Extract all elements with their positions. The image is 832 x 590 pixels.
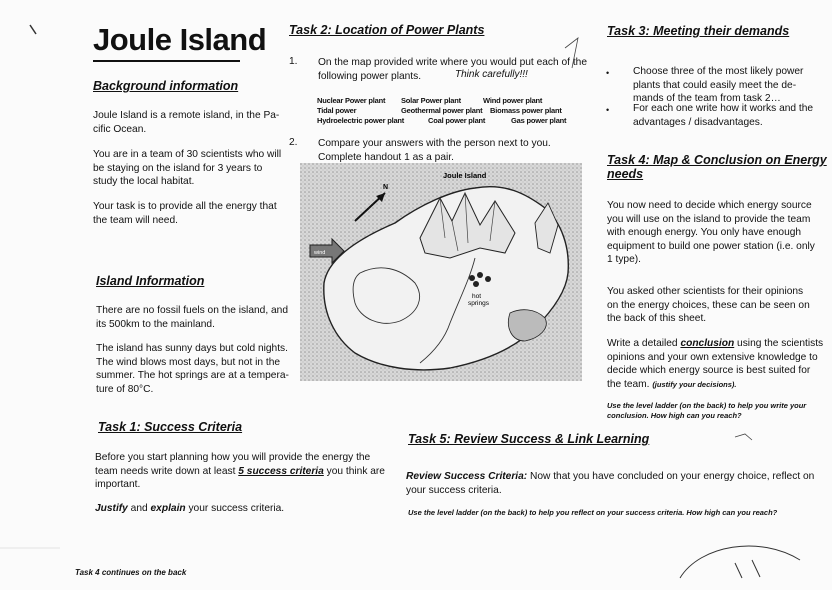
task4-p2-line-3: the back of this sheet. bbox=[607, 313, 707, 324]
task5-line-2: your success criteria. bbox=[406, 484, 502, 496]
task4-p1-line-3: with enough energy. You only have enough bbox=[607, 227, 802, 238]
task3-b1-line-3: mands of the team from task 2… bbox=[633, 93, 781, 104]
task4-p3-line-4-a: the team. bbox=[607, 378, 653, 390]
pen-strokes-bottom-right bbox=[735, 560, 760, 578]
task4-p1-line-1: You now need to decide which energy source bbox=[607, 200, 812, 211]
island-p2-line-1: The island has sunny days but cold nights. bbox=[96, 343, 288, 354]
island-p2-line-2: The wind blows most days, but not in the bbox=[96, 356, 281, 368]
task4-p3-line-1-c: using the scientists bbox=[734, 338, 824, 349]
plant-hydroelectric: Hydroelectric power plant bbox=[317, 116, 405, 125]
island-info-heading: Island Information bbox=[96, 274, 205, 288]
plant-solar: Solar Power plant bbox=[401, 96, 461, 105]
background-p3-line-1: Your task is to provide all the energy that bbox=[93, 201, 277, 212]
task2-instruction-2-line-1: Compare your answers with the person next to you. bbox=[318, 138, 551, 149]
task4-p3-line-1-a: Write a detailed bbox=[607, 338, 681, 349]
wind-arrow-label: wind bbox=[314, 250, 326, 256]
pen-mark-top bbox=[565, 38, 578, 68]
review-success-criteria-label: Review Success Criteria: bbox=[406, 471, 528, 482]
task1-line-3: important. bbox=[95, 479, 141, 490]
pen-mark-mid-right bbox=[735, 434, 752, 440]
task4-ladder-line-2: conclusion. How high can you reach? bbox=[607, 411, 742, 420]
north-label: N bbox=[383, 184, 389, 191]
task4-p3-line-3: decide which energy source is best suited for bbox=[607, 365, 811, 376]
task4-p1-line-5: 1 type). bbox=[607, 254, 641, 265]
task4-p1-line-2: you will use on the island to provide the team bbox=[607, 213, 811, 225]
task2-instruction-2-line-2: Complete handout 1 as a pair. bbox=[318, 151, 454, 163]
plant-biomass: Biomass power plant bbox=[490, 106, 562, 115]
page-title: Joule Island bbox=[93, 22, 267, 57]
plant-wind: Wind power plant bbox=[483, 96, 543, 105]
map-title-label: Joule Island bbox=[443, 171, 487, 180]
background-p2-line-1: You are in a team of 30 scientists who will bbox=[93, 149, 282, 160]
task2-heading: Task 2: Location of Power Plants bbox=[289, 23, 485, 37]
background-p2-line-3: study the local habitat. bbox=[93, 176, 195, 187]
task3-b2-line-1: For each one write how it works and the bbox=[633, 103, 814, 114]
island-p1-line-1: There are no fossil fuels on the island, and bbox=[96, 305, 288, 316]
task5-ladder-note: Use the level ladder (on the back) to help you reflect on your success criteria. How high can you reach? bbox=[408, 508, 778, 517]
explain-word: explain bbox=[150, 503, 186, 514]
background-p2-line-2: be staying on the island for 3 years to bbox=[93, 162, 263, 174]
task2-instruction-1-line-1: On the map provided write where you would put each of the bbox=[318, 57, 587, 68]
think-carefully: Think carefully!!! bbox=[455, 69, 528, 80]
plant-gas: Gas power plant bbox=[511, 116, 567, 125]
task3-b1-line-2: plants that could easily meet the de- bbox=[633, 79, 797, 91]
task4-heading-line-1: Task 4: Map & Conclusion on Energy bbox=[607, 153, 827, 167]
and-word: and bbox=[127, 503, 151, 514]
plant-tidal: Tidal power bbox=[317, 106, 357, 115]
task3-bullet-2-marker: • bbox=[606, 105, 610, 115]
conclusion-emphasis: conclusion bbox=[680, 338, 735, 349]
island-p2-line-3: summer. The hot springs are at a tempera- bbox=[96, 370, 289, 381]
corner-mark bbox=[30, 25, 36, 34]
task3-bullet-1-marker: • bbox=[606, 68, 610, 78]
task4-p2-line-2: on the energy choices, these can be seen on bbox=[607, 299, 810, 311]
task2-instruction-1-line-2-text: following power plants. bbox=[318, 70, 422, 82]
task1-paragraph-2-rest: your success criteria. bbox=[185, 503, 285, 514]
justify-word: Justify bbox=[95, 503, 128, 514]
background-heading: Background information bbox=[93, 79, 239, 93]
hot-springs-label-2: springs bbox=[468, 300, 489, 307]
task1-heading: Task 1: Success Criteria bbox=[98, 420, 243, 434]
task4-heading-line-2: needs bbox=[607, 167, 644, 181]
background-p3-line-2: the team will need. bbox=[93, 214, 178, 226]
success-criteria-emphasis: 5 success criteria bbox=[238, 465, 324, 477]
task1-line-2-a: team needs write down at least bbox=[95, 465, 239, 477]
justify-decisions-note: (justify your decisions). bbox=[652, 379, 737, 389]
task3-b1-line-1: Choose three of the most likely power bbox=[633, 66, 804, 77]
task5-line-1-rest: Now that you have concluded on your energy choice, reflect on bbox=[527, 471, 815, 482]
hot-springs-label-1: hot bbox=[472, 293, 482, 300]
task1-line-2-c: you think are bbox=[323, 465, 385, 477]
plant-nuclear: Nuclear Power plant bbox=[317, 96, 386, 105]
task2-number-1: 1. bbox=[289, 56, 298, 67]
task5-heading: Task 5: Review Success & Link Learning bbox=[408, 432, 650, 446]
task2-number-2: 2. bbox=[289, 137, 298, 148]
task1-line-1: Before you start planning how you will provide the energy the bbox=[95, 452, 371, 463]
task4-p3-line-2: opinions and your own extensive knowledge to bbox=[607, 351, 818, 363]
footer-note: Task 4 continues on the back bbox=[75, 568, 187, 577]
island-p1-line-2: its 500km to the mainland. bbox=[96, 318, 215, 330]
task3-heading: Task 3: Meeting their demands bbox=[607, 24, 790, 38]
background-p1-line-2: cific Ocean. bbox=[93, 123, 147, 135]
task3-b2-line-2: advantages / disadvantages. bbox=[633, 116, 763, 128]
island-p2-line-4: ture of 80°C. bbox=[96, 383, 154, 395]
task4-ladder-line-1: Use the level ladder (on the back) to help you write your bbox=[607, 401, 807, 410]
background-p1-line-1: Joule Island is a remote island, in the Pa- bbox=[93, 110, 280, 121]
task4-p1-line-4: equipment to build one power station (i.e. only bbox=[607, 240, 815, 252]
plant-coal: Coal power plant bbox=[428, 116, 486, 125]
plant-geothermal: Geothermal power plant bbox=[401, 106, 483, 115]
task4-p2-line-1: You asked other scientists for their opinions bbox=[607, 286, 804, 297]
